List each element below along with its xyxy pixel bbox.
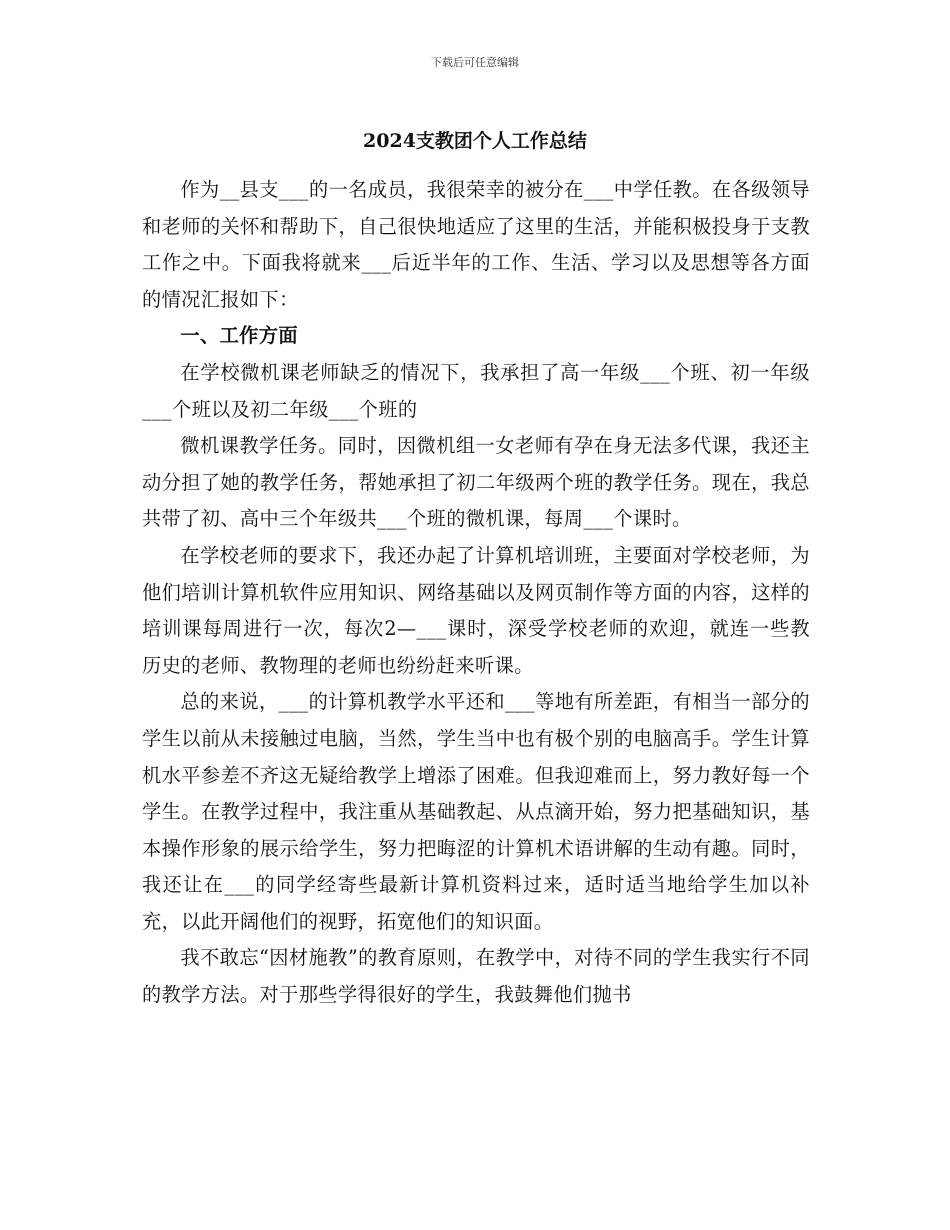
section-heading-work: 一、工作方面 [180,324,298,348]
document-body [142,172,810,1014]
work-paragraph-5: 我不敢忘“因材施教”的教育原则，在教学中，对待不同的学生我实行不同的教学方法。对于那些学得很好的学生，我鼓舞他们抛书 [142,946,810,1007]
work-paragraph-1: 在学校微机课老师缺乏的情况下，我承担了高一年级___个班、初一年级___个班以及初二年级___个班的 [142,360,810,421]
work-paragraph-2: 微机课教学任务。同时，因微机组一女老师有孕在身无法多代课，我还主动分担了她的教学任务，帮她承担了初二年级两个班的教学任务。现在，我总共带了初、高中三个年级共___个班的微机课，每周___个课时。 [142,434,810,531]
work-paragraph-3: 在学校老师的要求下，我还办起了计算机培训班，主要面对学校老师，为他们培训计算机软件应用知识、网络基础以及网页制作等方面的内容，这样的培训课每周进行一次，每次2—___课时，深受学校老师的欢迎，就连一些教历史的老师、教物理的老师也纷纷赶来听课。 [142,543,810,677]
intro-paragraph: 作为__县支___的一名成员，我很荣幸的被分在___中学任教。在各级领导和老师的关怀和帮助下，自己很快地适应了这里的生活，并能积极投身于支教工作之中。下面我将就来___后近半年的工作、生活、学习以及思想等各方面的情况汇报如下： [142,178,810,311]
page-header-note: 下载后可任意编辑 [431,56,519,69]
document-title: 2024支教团个人工作总结 [363,130,587,152]
work-paragraph-4: 总的来说，___的计算机教学水平还和___等地有所差距，有相当一部分的学生以前从未接触过电脑，当然，学生当中也有极个别的电脑高手。学生计算机水平参差不齐这无疑给教学上增添了困难。但我迎难而上，努力教好每一个学生。在教学过程中，我注重从基础教起、从点滴开始，努力把基础知识，基本操作形象的展示给学生，努力把晦涩的计算机术语讲解的生动有趣。同时，我还让在___的同学经寄些最新计算机资料过来，适时适当地给学生加以补充，以此开阔他们的视野，拓宽他们的知识面。 [142,690,810,933]
